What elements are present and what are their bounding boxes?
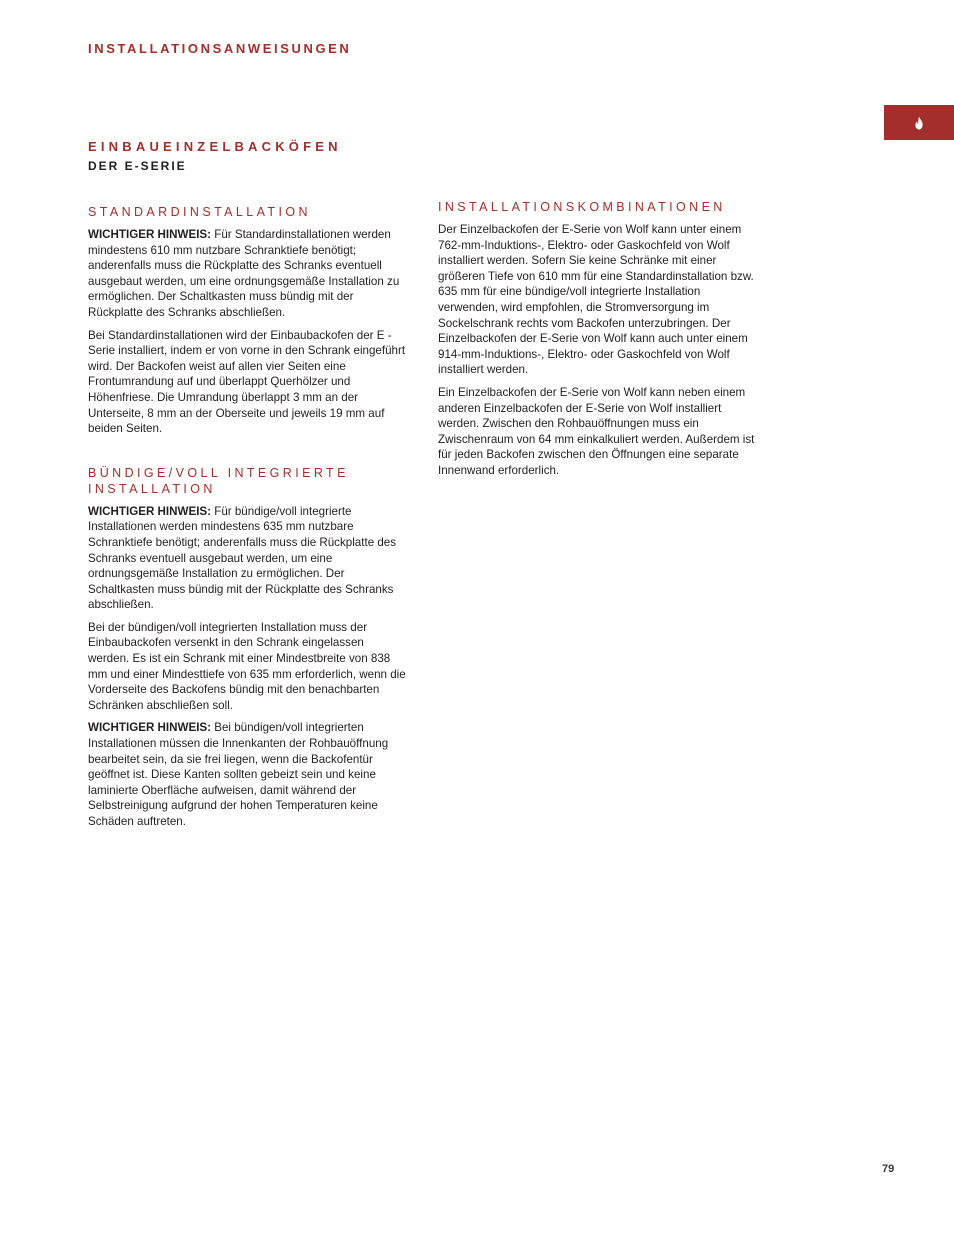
section-heading-combinations: INSTALLATIONSKOMBINATIONEN — [438, 200, 726, 214]
left-column — [88, 204, 406, 837]
note-label: WICHTIGER HINWEIS: — [88, 721, 212, 735]
section-tab — [884, 105, 954, 140]
section-heading-flush: BÜNDIGE/VOLL INTEGRIERTE INSTALLATION — [88, 465, 349, 496]
page-subtitle: DER E-SERIE — [88, 159, 187, 173]
important-note-standard — [88, 227, 406, 321]
paragraph-flush: Bei der bündigen/voll integrierten Installation muss der Einbaubackofen versenkt in den Schrank eingelassen werden. Es ist ein Schrank mit einer Mindestbreite von 838 mm und einer Mindesttiefe von 635 mm erforderlich, wenn die Vorderseite des Backofens bündig mit den benachbarten Schränken abschließen soll. — [88, 620, 406, 712]
right-column — [438, 199, 756, 486]
paragraph-standard: Bei Standardinstallationen wird der Einbaubackofen der E - Serie installiert, indem er von vorne in den Schrank eingeführt wird. Der Backofen weist auf allen vier Seiten eine Frontumrandung auf und überlappt Querhölzer und Höhenfriese. Die Umrandung überlappt 3 mm an der Unterseite, 8 mm an der Oberseite und jeweils 19 mm auf beiden Seiten. — [88, 328, 406, 436]
running-header: INSTALLATIONSANWEISUNGEN — [88, 41, 352, 56]
note-text: Für Standardinstallationen werden mindestens 610 mm nutzbare Schranktiefe benötigt; anderenfalls muss die Rückplatte des Schranks eventuell ausgebaut werden, um eine ordnungsgemäße Installation zu ermöglichen. Der Schaltkasten muss bündig mit der Rückplatte des Schranks abschließen. — [88, 228, 400, 319]
note-text: Für bündige/voll integrierte Installationen werden mindestens 635 mm nutzbare Schranktiefe benötigt; anderenfalls muss die Rückplatte des Schranks eventuell ausgebaut werden, um eine ordnungsgemäße Installation zu ermöglichen. Der Schaltkasten muss bündig mit der Rückplatte des Schranks abschließen. — [88, 504, 397, 612]
important-note-flush-1 — [88, 504, 406, 613]
page-number: 79 — [882, 1163, 895, 1175]
page-title: EINBAUEINZELBACKÖFEN — [88, 139, 342, 154]
note-label: WICHTIGER HINWEIS: — [88, 228, 212, 241]
note-text: Bei bündigen/voll integrierten Installationen müssen die Innenkanten der Rohbauöffnung bearbeitet sein, da sie frei liegen, wenn die Backofentür geöffnet ist. Diese Kanten sollten gebeizt sein und keine laminierte Oberfläche aufweisen, damit während der Selbstreinigung aufgrund der hohen Temperaturen keine Schäden auftreten. — [88, 721, 389, 828]
flame-icon — [913, 116, 925, 130]
paragraph-combinations-2: Ein Einzelbackofen der E-Serie von Wolf kann neben einem anderen Einzelbackofen der E-Serie von Wolf installiert werden. Zwischen den Rohbauöffnungen muss ein Zwischenraum von 64 mm einkalkuliert werden. Außerdem ist für jeden Backofen zwischen den Öffnungen eine separate Innenwand erforderlich. — [438, 385, 755, 477]
section-heading-standard: STANDARDINSTALLATION — [88, 205, 311, 219]
paragraph-combinations-1: Der Einzelbackofen der E-Serie von Wolf kann unter einem 762-mm-Induktions-, Elektro- oder Gaskochfeld von Wolf installiert werden. Sofern Sie keine Schränke mit einer größeren Tiefe von 610 mm für eine Standardinstallation bzw. 635 mm für eine bündige/voll integrierte Installation verwenden, wird empfohlen, die Stromversorgung im Sockelschrank rechts vom Backofen unterzubringen. Der Einzelbackofen der E-Serie von Wolf kann auch unter einem 914-mm-Induktions-, Elektro- oder Gaskochfeld von Wolf installiert werden. — [438, 223, 754, 377]
important-note-flush-2 — [88, 720, 406, 829]
note-label: WICHTIGER HINWEIS: — [88, 504, 212, 518]
